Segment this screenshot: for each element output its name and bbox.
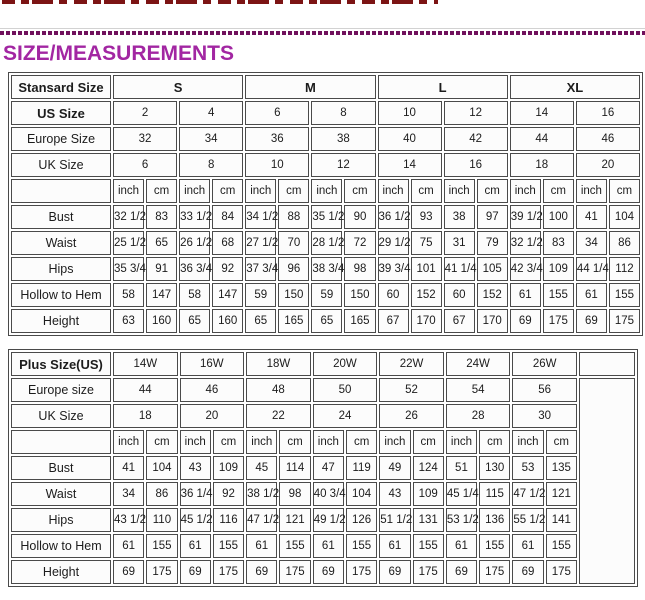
table-cell: 32 [113,127,177,151]
table-cell: 131 [413,508,444,532]
table-cell: 35 1/2 [311,205,342,229]
table-cell: inch [444,179,475,203]
table-cell: 36 1/2 [378,205,409,229]
table-cell: 60 [378,283,409,307]
table-cell: 36 3/4 [179,257,210,281]
table-cell: 35 3/4 [113,257,144,281]
table-row [11,231,640,255]
table-cell: 18 [510,153,574,177]
table-cell: 34 1/2 [245,205,276,229]
table-cell: Height [11,560,111,584]
table-cell: 79 [477,231,508,255]
table-cell: inch [313,430,344,454]
table-cell: 175 [146,560,177,584]
table-cell: 155 [546,534,577,558]
table-cell: 86 [146,482,177,506]
table-cell: 45 [246,456,277,480]
table-cell: 114 [279,456,310,480]
table-cell: 109 [413,482,444,506]
cropped-text-fragments [2,0,438,4]
table-cell: 6 [245,101,309,125]
table-cell: 38 [444,205,475,229]
table-cell: 26W [512,352,577,376]
table-cell: 24W [446,352,511,376]
table-cell: 104 [146,456,177,480]
table-cell: Europe Size [11,127,111,151]
thin-gray-rule [0,28,645,29]
table-cell: 39 3/4 [378,257,409,281]
table-row [11,508,635,532]
table-cell: Plus Size(US) [11,352,111,376]
table-cell: 116 [213,508,244,532]
table-cell: 72 [344,231,375,255]
table-cell: 175 [609,309,640,333]
table-cell: 124 [413,456,444,480]
table-cell: 92 [212,257,243,281]
table-cell: 20 [576,153,640,177]
table-cell: 49 [379,456,410,480]
table-cell: 69 [246,560,277,584]
table-cell: 155 [279,534,310,558]
table-cell: 70 [278,231,309,255]
table-cell: cm [479,430,510,454]
table-cell: 42 [444,127,508,151]
table-cell: 175 [346,560,377,584]
table-cell: 14 [378,153,442,177]
table-cell: Stansard Size [11,75,111,99]
table-cell: Hips [11,257,111,281]
table-cell: 65 [146,231,177,255]
table-cell: 26 1/2 [179,231,210,255]
table-cell: 84 [212,205,243,229]
table-cell: 8 [179,153,243,177]
table-cell: 46 [180,378,245,402]
table-cell: 65 [245,309,276,333]
table-cell: 16 [576,101,640,125]
table-cell: 91 [146,257,177,281]
table-cell: 20W [313,352,378,376]
table-cell: 68 [212,231,243,255]
table-cell: 67 [444,309,475,333]
table-cell: 53 1/2 [446,508,477,532]
table-row [11,456,635,480]
table-cell: 97 [477,205,508,229]
table-cell: inch [379,430,410,454]
table-cell: cm [213,430,244,454]
table-cell: 52 [379,378,444,402]
table-cell: 175 [413,560,444,584]
table-row [11,101,640,125]
table-cell: 58 [113,283,144,307]
table-cell: 69 [180,560,211,584]
table-cell: 93 [411,205,442,229]
table-cell: 61 [379,534,410,558]
table-cell: inch [246,430,277,454]
table-cell: 130 [479,456,510,480]
table-cell: 61 [246,534,277,558]
table-cell: 45 1/2 [180,508,211,532]
table-cell: 136 [479,508,510,532]
table-cell: 135 [546,456,577,480]
table-cell: 165 [278,309,309,333]
table-cell: cm [411,179,442,203]
table-cell: 61 [512,534,543,558]
table-cell: cm [146,430,177,454]
table-cell: 53 [512,456,543,480]
table-cell: Hips [11,508,111,532]
table-cell: 26 [379,404,444,428]
table-cell: 40 [378,127,442,151]
table-cell: 160 [212,309,243,333]
table-cell: 55 1/2 [512,508,543,532]
table-cell: 34 [113,482,144,506]
table-cell: 43 1/2 [113,508,144,532]
table-cell: 20 [180,404,245,428]
table-cell: inch [311,179,342,203]
table-cell: 160 [146,309,177,333]
table-cell: 10 [245,153,309,177]
table-cell: Europe size [11,378,111,402]
table-cell: 155 [609,283,640,307]
table-cell: 155 [213,534,244,558]
table-cell: inch [510,179,541,203]
table-row [11,309,640,333]
table-cell: 69 [313,560,344,584]
table-cell: 98 [344,257,375,281]
table-cell: 29 1/2 [378,231,409,255]
table-cell: 61 [180,534,211,558]
standard-size-table [8,72,643,336]
table-cell: 75 [411,231,442,255]
table-cell: 12 [444,101,508,125]
table-cell: 58 [179,283,210,307]
table-cell: 28 1/2 [311,231,342,255]
table-cell: 61 [446,534,477,558]
table-cell: Hollow to Hem [11,534,111,558]
table-cell: Bust [11,205,111,229]
table-cell: cm [279,430,310,454]
table-cell: 112 [609,257,640,281]
table-row [11,283,640,307]
table-cell: 59 [311,283,342,307]
table-cell: Waist [11,482,111,506]
table-row [11,179,640,203]
table-cell: 51 [446,456,477,480]
table-cell: 86 [609,231,640,255]
table-cell: 69 [446,560,477,584]
table-cell: 40 3/4 [313,482,344,506]
table-cell: 44 1/4 [576,257,607,281]
empty-cell [579,378,635,584]
table-cell: 83 [543,231,574,255]
table-cell: 42 3/4 [510,257,541,281]
table-cell: cm [278,179,309,203]
table-cell: 175 [546,560,577,584]
table-cell: 45 1/4 [446,482,477,506]
table-cell: 38 [311,127,375,151]
table-cell: cm [609,179,640,203]
plus-size-table [8,349,638,587]
table-cell: 61 [313,534,344,558]
table-cell: inch [113,179,144,203]
table-cell: inch [113,430,144,454]
table-cell: 27 1/2 [245,231,276,255]
table-cell: Height [11,309,111,333]
table-cell: 109 [213,456,244,480]
table-cell: 92 [213,482,244,506]
table-cell: 96 [278,257,309,281]
table-cell: 155 [146,534,177,558]
table-row [11,378,635,402]
table-cell: 34 [576,231,607,255]
table-cell: S [113,75,243,99]
table-cell: 61 [113,534,144,558]
table-cell: 32 1/2 [113,205,144,229]
table-cell: 38 3/4 [311,257,342,281]
table-cell: cm [543,179,574,203]
table-cell: 12 [311,153,375,177]
empty-cell [11,430,111,454]
table-cell: 175 [279,560,310,584]
empty-cell [579,352,635,376]
table-cell: 175 [543,309,574,333]
table-cell: 61 [510,283,541,307]
table-cell: 100 [543,205,574,229]
table-cell: 155 [543,283,574,307]
table-cell: 69 [576,309,607,333]
table-cell: 51 1/2 [379,508,410,532]
table-cell: 69 [510,309,541,333]
table-cell: 22 [246,404,311,428]
table-cell: 41 1/4 [444,257,475,281]
table-cell: 104 [609,205,640,229]
table-cell: 121 [546,482,577,506]
table-cell: cm [413,430,444,454]
table-cell: 150 [278,283,309,307]
table-cell: 152 [477,283,508,307]
table-cell: 36 1/4 [180,482,211,506]
table-row [11,127,640,151]
table-cell: 39 1/2 [510,205,541,229]
table-cell: 37 3/4 [245,257,276,281]
table-cell: 41 [576,205,607,229]
table-cell: 33 1/2 [179,205,210,229]
table-cell: 16W [180,352,245,376]
table-cell: 88 [278,205,309,229]
table-row [11,153,640,177]
table-cell: US Size [11,101,111,125]
table-cell: 175 [213,560,244,584]
table-cell: inch [245,179,276,203]
table-cell: cm [346,430,377,454]
table-cell: 47 [313,456,344,480]
table-cell: 152 [411,283,442,307]
table-cell: 109 [543,257,574,281]
table-cell: inch [446,430,477,454]
table-cell: 115 [479,482,510,506]
table-cell: 155 [413,534,444,558]
table-cell: 155 [346,534,377,558]
table-cell: 90 [344,205,375,229]
table-row [11,534,635,558]
table-cell: 110 [146,508,177,532]
table-cell: 41 [113,456,144,480]
table-cell: 38 1/2 [246,482,277,506]
table-cell: 147 [146,283,177,307]
table-cell: 60 [444,283,475,307]
table-cell: 63 [113,309,144,333]
table-cell: 31 [444,231,475,255]
table-cell: 44 [113,378,178,402]
table-cell: 30 [512,404,577,428]
table-cell: cm [546,430,577,454]
table-cell: 83 [146,205,177,229]
table-cell: 147 [212,283,243,307]
table-cell: 28 [446,404,511,428]
table-cell: 61 [576,283,607,307]
table-cell: 10 [378,101,442,125]
table-cell: Waist [11,231,111,255]
table-cell: cm [146,179,177,203]
table-cell: 16 [444,153,508,177]
table-cell: 155 [479,534,510,558]
table-cell: 2 [113,101,177,125]
table-cell: inch [179,179,210,203]
table-cell: 69 [113,560,144,584]
empty-cell [11,179,111,203]
table-cell: 44 [510,127,574,151]
table-row [11,257,640,281]
page-title: SIZE/MEASUREMENTS [3,42,235,65]
table-cell: 98 [279,482,310,506]
table-cell: 32 1/2 [510,231,541,255]
table-cell: 105 [477,257,508,281]
table-cell: 170 [411,309,442,333]
table-cell: 170 [477,309,508,333]
table-row [11,430,635,454]
table-cell: 18 [113,404,178,428]
table-cell: UK Size [11,404,111,428]
table-cell: inch [512,430,543,454]
table-cell: inch [576,179,607,203]
table-cell: Hollow to Hem [11,283,111,307]
table-cell: 25 1/2 [113,231,144,255]
table-cell: 14W [113,352,178,376]
table-cell: 165 [344,309,375,333]
table-row [11,205,640,229]
table-cell: 47 1/2 [512,482,543,506]
table-cell: 65 [179,309,210,333]
table-cell: cm [344,179,375,203]
table-cell: cm [212,179,243,203]
table-cell: inch [378,179,409,203]
table-cell: 24 [313,404,378,428]
table-cell: 47 1/2 [246,508,277,532]
table-cell: 69 [379,560,410,584]
table-cell: 4 [179,101,243,125]
table-cell: 59 [245,283,276,307]
table-cell: 67 [378,309,409,333]
table-cell: 22W [379,352,444,376]
table-cell: 34 [179,127,243,151]
table-row [11,352,635,376]
table-cell: M [245,75,375,99]
table-row [11,75,640,99]
table-cell: 36 [245,127,309,151]
table-cell: 50 [313,378,378,402]
table-cell: 18W [246,352,311,376]
table-cell: L [378,75,508,99]
table-row [11,404,635,428]
table-cell: Bust [11,456,111,480]
table-cell: 6 [113,153,177,177]
table-cell: 175 [479,560,510,584]
table-cell: 65 [311,309,342,333]
table-row [11,482,635,506]
table-cell: 14 [510,101,574,125]
table-cell: 46 [576,127,640,151]
table-cell: inch [180,430,211,454]
table-cell: 126 [346,508,377,532]
table-cell: 48 [246,378,311,402]
table-cell: 56 [512,378,577,402]
table-cell: 43 [180,456,211,480]
dashed-separator [0,31,645,35]
table-cell: XL [510,75,640,99]
table-cell: 141 [546,508,577,532]
table-cell: 121 [279,508,310,532]
table-cell: cm [477,179,508,203]
table-cell: 43 [379,482,410,506]
table-cell: 54 [446,378,511,402]
table-cell: 119 [346,456,377,480]
table-cell: 49 1/2 [313,508,344,532]
table-row [11,560,635,584]
table-cell: 8 [311,101,375,125]
table-cell: 104 [346,482,377,506]
table-cell: 69 [512,560,543,584]
table-cell: 101 [411,257,442,281]
table-cell: 150 [344,283,375,307]
table-cell: UK Size [11,153,111,177]
